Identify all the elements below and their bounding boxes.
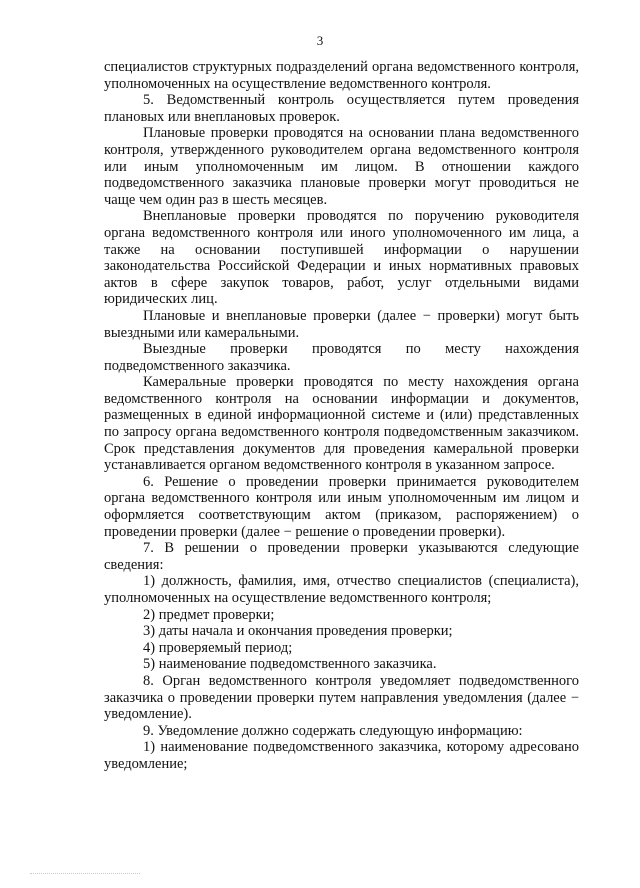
page-number: 3: [316, 33, 324, 48]
paragraph: Плановые проверки проводятся на основании плана ведомственного контроля, утвержденного руководителем органа ведомственного контроля или иным уполномоченным им лицом. В отношении каждого подведомственного заказчика плановые проверки могут проводиться не чаще чем один раз в шесть месяцев.: [104, 125, 579, 208]
paragraph: 9. Уведомление должно содержать следующую информацию:: [143, 722, 523, 739]
footer-divider: [30, 873, 140, 874]
paragraph: специалистов структурных подразделений органа ведомственного контроля, уполномоченных на осуществление ведомственного контроля.: [104, 59, 579, 92]
paragraph: 8. Орган ведомственного контроля уведомляет подведомственного заказчика о проведении проверки путем направления уведомления (далее − уведомление).: [104, 672, 579, 723]
list-item: 1) наименование подведомственного заказчика, которому адресовано уведомление;: [104, 739, 579, 772]
paragraph: Камеральные проверки проводятся по месту нахождения органа ведомственного контроля на основании информации и документов, размещенных в единой информационной системе и (или) представленных по запросу органа ведомственного контроля подведомственным заказчиком. Срок представления документов для проведения камеральной проверки устанавливается органом ведомственного контроля в указанном запросе.: [104, 374, 579, 474]
list-item: 3) даты начала и окончания проведения проверки;: [143, 623, 453, 640]
list-item: 4) проверяемый период;: [143, 639, 293, 656]
paragraph: 7. В решении о проведении проверки указываются следующие сведения:: [104, 540, 579, 573]
paragraph: 6. Решение о проведении проверки принимается руководителем органа ведомственного контроля или иным уполномоченным им лицом и оформляется соответствующим актом (приказом, распоряжением) о проведении проверки (далее − решение о проведении проверки).: [104, 473, 579, 540]
paragraph: Выездные проверки проводятся по месту нахождения подведомственного заказчика.: [104, 341, 579, 374]
paragraph: Внеплановые проверки проводятся по поручению руководителя органа ведомственного контроля или иного уполномоченного им лица, а также на основании поступившей информации о нарушении законодательства Российской Федерации и иных нормативных правовых актов в сфере закупок товаров, работ, услуг отдельными видами юридических лиц.: [104, 208, 579, 308]
list-item: 1) должность, фамилия, имя, отчество специалистов (специалиста), уполномоченных на осуществление ведомственного контроля;: [104, 573, 579, 606]
list-item: 2) предмет проверки;: [143, 606, 275, 623]
paragraph: Плановые и внеплановые проверки (далее − проверки) могут быть выездными или камеральными.: [104, 307, 579, 341]
paragraph: 5. Ведомственный контроль осуществляется путем проведения плановых или внеплановых проверок.: [104, 92, 579, 125]
document-body: [104, 59, 579, 773]
list-item: 5) наименование подведомственного заказчика.: [143, 656, 437, 673]
